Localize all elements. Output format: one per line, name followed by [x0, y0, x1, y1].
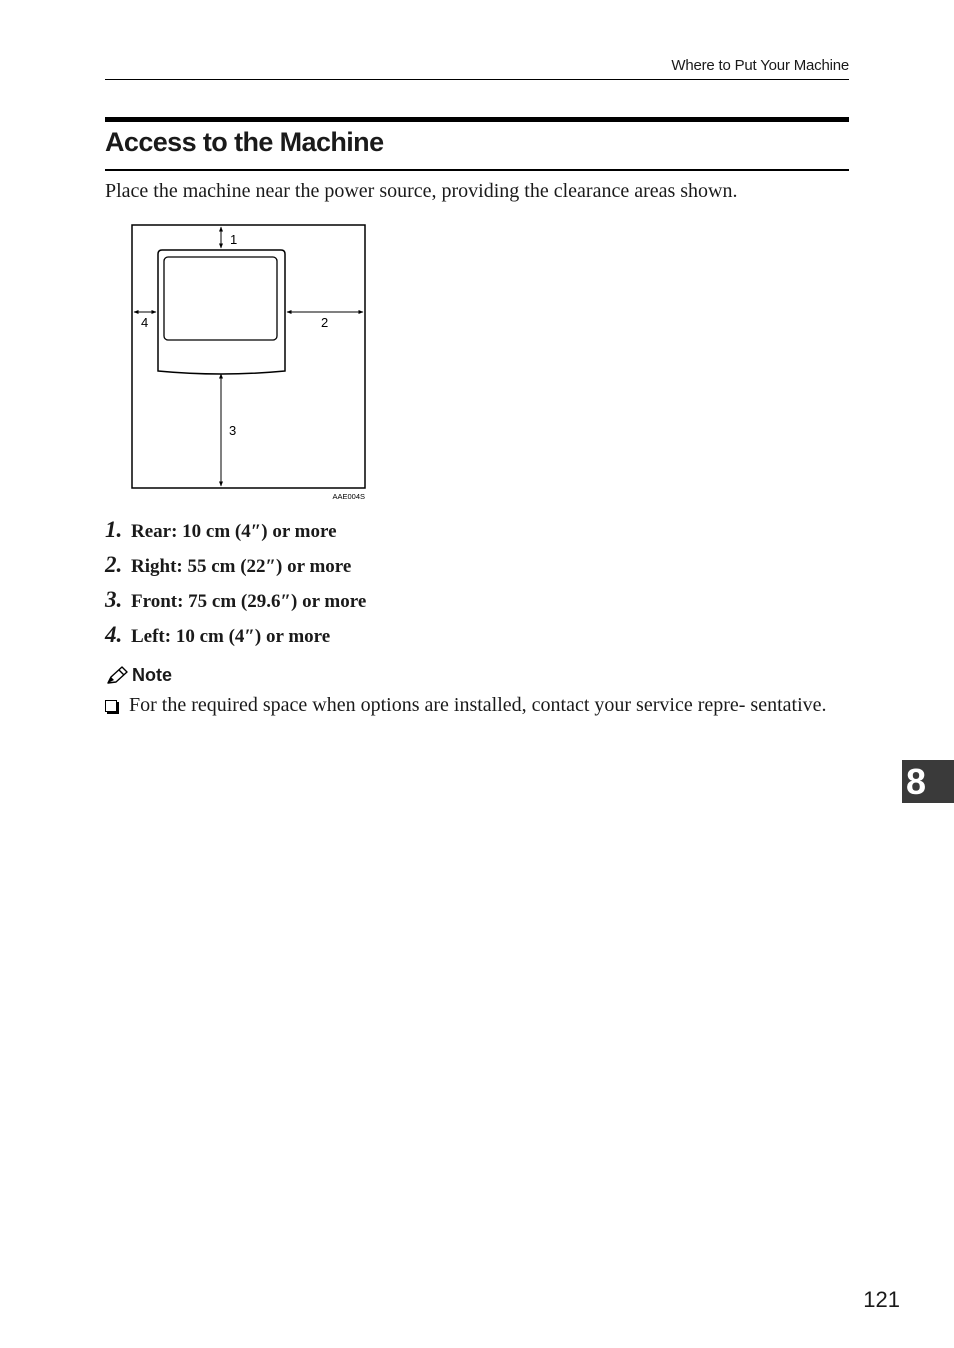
- note-item: [105, 693, 849, 717]
- figure-code: AAE004S: [332, 492, 365, 501]
- machine-outline: [158, 250, 285, 374]
- list-item: [105, 517, 366, 552]
- item-text: Rear: 10 cm (4″) or more: [131, 521, 337, 542]
- item-text: Left: 10 cm (4″) or more: [131, 626, 331, 647]
- clearance-list: [105, 517, 366, 657]
- intro-paragraph: Place the machine near the power source, providing the clearance areas shown.: [105, 180, 738, 202]
- note-text: For the required space when options are installed, contact your service repre- sentative.: [129, 694, 827, 716]
- front-label: 3: [229, 423, 237, 438]
- note-title: Note: [132, 665, 172, 685]
- item-text: Front: 75 cm (29.6″) or more: [131, 591, 367, 612]
- left-label: 4: [141, 315, 149, 330]
- running-title: Where to Put Your Machine: [671, 57, 849, 74]
- note-heading: [105, 665, 172, 686]
- clearance-diagram-svg: [131, 224, 371, 509]
- pencil-icon: [105, 666, 129, 686]
- title-bottom-rule: [105, 169, 849, 171]
- item-number: 3.: [105, 587, 123, 612]
- list-item: [105, 552, 366, 587]
- section-title: Access to the Machine: [105, 127, 384, 157]
- chapter-number: 8: [905, 761, 927, 802]
- chapter-tab: [902, 760, 954, 803]
- item-number: 4.: [105, 622, 123, 647]
- item-text: Right: 55 cm (22″) or more: [131, 556, 352, 577]
- item-number: 2.: [105, 552, 123, 577]
- clearance-diagram: [131, 224, 371, 514]
- list-item: [105, 587, 366, 622]
- rear-label: 1: [230, 232, 238, 247]
- clearance-boundary: [132, 225, 365, 488]
- machine-top-panel: [164, 257, 277, 340]
- right-label: 2: [321, 315, 329, 330]
- item-number: 1.: [105, 517, 123, 542]
- title-top-bar: [105, 117, 849, 122]
- checkbox-bullet-icon: [105, 700, 117, 712]
- list-item: [105, 622, 366, 657]
- header-rule: [105, 79, 849, 80]
- page-number: 121: [863, 1287, 900, 1312]
